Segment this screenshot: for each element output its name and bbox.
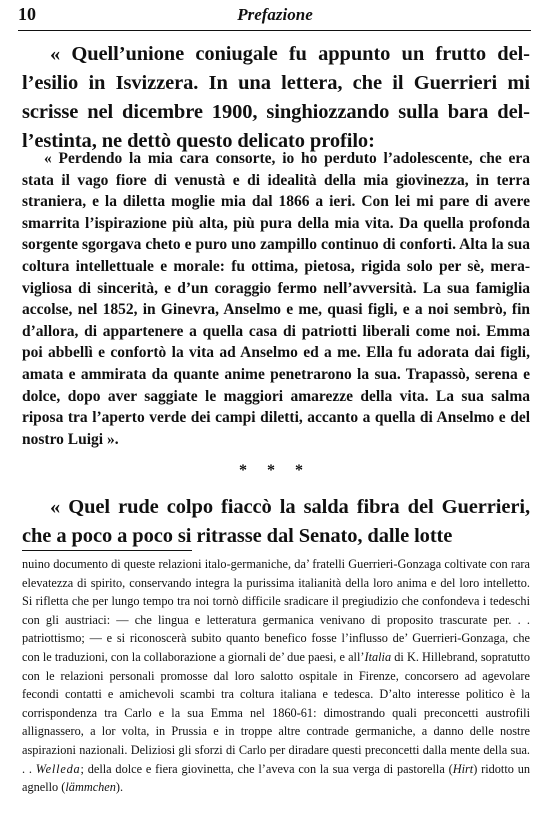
header-rule	[18, 30, 531, 31]
footnote-text-5: ).	[115, 780, 124, 795]
continuation-paragraph: « Quel rude colpo fiaccò la salda fibra del Guerrieri, che a poco a poco si ritrasse dal Senato, dalle lotte	[22, 496, 530, 547]
footnote-text-1: nuino documento di queste relazioni italo-germaniche, da’ fratelli Guerrieri-Gonzaga coltivate con rara elevatezza di spirito, conservando integra la purissima italianità della loro anima e del loro intelletto. Si rifletta che per lungo tempo tra noi tornò difficile sradicare il pregiudizio che confondeva i tedeschi con gli austriaci: — che lingua e letteratura germanica venivano di proposito trascurate per. . . patriottismo; — e si riconoscerà subito quanto benefico fosse l’influsso de’ Guerrieri-Gonzaga, che con le traduzioni, con la collaborazione a giornali de’ due paesi, e all’	[22, 557, 530, 664]
section-separator: * * *	[239, 462, 311, 479]
page-number: 10	[18, 4, 36, 24]
footnote-hirt: Hirt	[452, 761, 474, 776]
letter-quotation: « Perdendo la mia cara consorte, io ho perduto l’adolescente, che era stata il vago fiore di venustà e di idealità della mia giovinezza, in terra straniera, e la diletta moglie mia dal 1866 a ieri. Con lei mi pare di avere smarrita l’ispirazione più alta, più pura della mia vita. Da quella profonda sorgente sgorgava cheto e puro uno zampillo continuo di conforti. Alta la sua coltura intellettuale e morale: fu ottima, pietosa, rigida solo per sè, meravigliosa di sincerità, e d’un coraggio fermo nell’avversità. La sua famiglia accolse, nel 1852, in Ginevra, Anselmo e me, quasi figli, e a noi sembrò, fin d’allora, di appartenere a quella casa di patriotti liberali come noi. Emma poi abbellì e confortò la vita ad Anselmo ed a me. Ella fu adorata dai figli, amata e ammirata da quante anime penetrarono la sua. Trapassò, serena e dolce, dopo aver saggiate le maggiori amarezze della vita. La sua salma riposa tra l’aperto verde dei campi diletti, accanto a quella di Anselmo e del nostro Luigi ».	[22, 150, 530, 448]
footnote-rule	[22, 550, 192, 551]
footnote-welleda: Welleda	[35, 761, 81, 776]
footnote-lammchen: lämmchen	[65, 780, 116, 795]
footnote-text-2: di K. Hillebrand, sopratutto con le relazioni personali promosse dal loro salotto ospitale in Firenze, concorsero ad agevolare fecondi contatti e amichevoli scambi tra coltura italiana e tedesca. D’alto interesse politico è la corrispondenza tra Carlo e la sua Emma nel 1860-61: dimostrando quali preconcetti austrofili allignassero, a lor volta, in Prussia e in troppe altre contrade germaniche, a danno delle nostre aspirazioni nazionali. Deliziosi gli sforzi di Carlo per diradare questi preconcetti dalla mente della sua. . .	[22, 649, 530, 776]
footnote-text-4: ) ridotto un agnello (	[22, 761, 530, 795]
footnote-italia-title: Italia	[364, 649, 392, 664]
page-header	[18, 4, 532, 26]
running-title: Prefazione	[237, 5, 313, 24]
opening-paragraph: « Quell’unione coniugale fu appunto un frutto dell’esilio in Isvizzera. In una lettera, che il Guerrieri mi scrisse nel dicembre 1900, singhiozzando sulla bara dell’estinta, ne dettò questo delicato profilo:	[22, 43, 530, 152]
footnote	[22, 555, 530, 797]
footnote-text-3: ; della dolce e fiera giovinetta, che l’aveva con la sua verga di pastorella (	[80, 761, 453, 776]
